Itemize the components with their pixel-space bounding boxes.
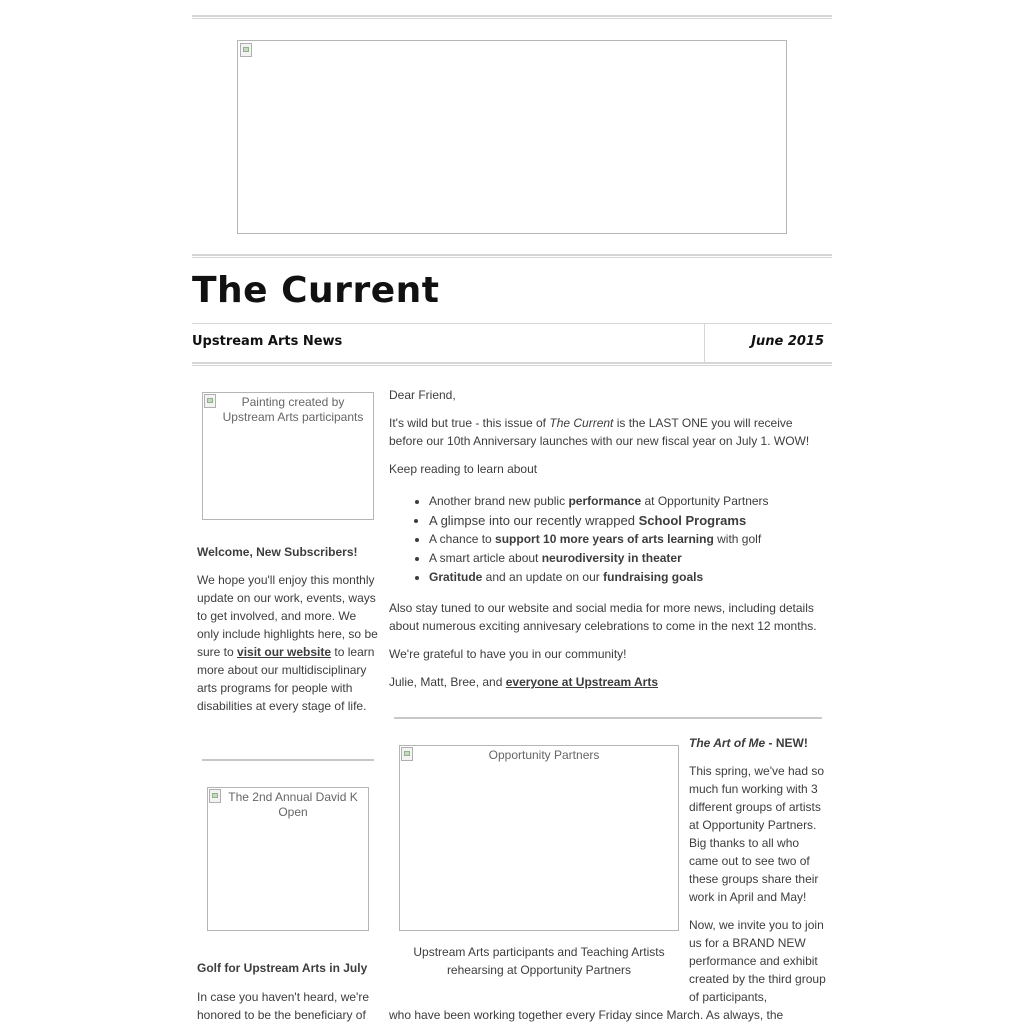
list-text: at Opportunity Partners [641,494,769,508]
signoff [389,673,829,691]
article-heading-italic: The Art of Me [689,736,766,750]
grateful-paragraph: We're grateful to have you in our community! [389,647,627,661]
intro-text: It's wild but true - this issue of [389,416,550,430]
painting-image [202,392,374,520]
intro-text: is the LAST ONE you will receive before our 10th Anniversary launches with our new fiscal year on July 1. WOW! [389,416,810,448]
article-paragraph-1: This spring, we've had so much fun working with 3 different groups of artists at Opportunity Partners. Big thanks to all who came out to see two of these groups share their work in April and May! [689,764,825,904]
opportunity-partners-image [399,745,679,931]
subtitle-bar [192,324,832,362]
list-bold: fundraising goals [603,570,704,584]
list-bold: support 10 more years of arts learning [495,532,714,546]
golf-image-alt: The 2nd Annual David K Open [228,790,358,819]
list-text: Another brand new public [429,494,569,508]
greeting: Dear Friend, [389,388,456,402]
issue-date: June 2015 [751,334,824,349]
list-bold: performance [568,494,642,508]
publication-name: The Current [549,416,614,430]
welcome-text-part: We hope you'll enjoy this monthly update on our work, events, ways to get involved, and more. We only include highlights here, so be sure to [197,573,378,659]
golf-image [207,787,369,931]
list-item [429,511,829,530]
list-bold: Gratitude [429,570,483,584]
broken-image-icon [209,789,221,803]
image-caption: Upstream Arts participants and Teaching Artists rehearsing at Opportunity Partners [413,945,665,977]
list-item [429,492,829,511]
list-text: and an update on our [482,570,604,584]
article-heading-rest: - NEW! [765,736,808,750]
sidebar-divider [202,759,374,761]
welcome-text-part: to learn more about our multidisciplinary arts programs for people with disabilities at every stage of life. [197,645,375,713]
header-image [237,40,787,234]
stay-tuned-paragraph: Also stay tuned to our website and social media for more news, including details about numerous exciting annivesary celebrations to come in the next 12 months. [389,601,817,633]
list-text: A glimpse into our recently wrapped [429,513,639,528]
list-bold: neurodiversity in theater [541,551,682,565]
intro-paragraph [389,414,829,450]
list-text: with golf [713,532,762,546]
article-paragraph-2: Now, we invite you to join us for a BRAND NEW performance and exhibit created by the third group of participants, [689,918,826,1004]
broken-image-icon [401,747,413,761]
top-divider [192,15,832,19]
broken-image-icon [240,43,252,57]
newsletter-subtitle: Upstream Arts News [192,334,343,349]
keep-reading: Keep reading to learn about [389,462,538,476]
list-text: A smart article about [429,551,542,565]
opportunity-partners-image-alt: Opportunity Partners [488,748,600,762]
list-text: A chance to [429,532,496,546]
visit-website-link[interactable]: visit our website [237,645,332,659]
newsletter-title: The Current [192,270,440,311]
painting-image-alt: Painting created by Upstream Arts participants [222,395,364,424]
list-bold: School Programs [638,513,747,528]
highlights-list [389,492,829,587]
list-item [429,530,829,549]
list-item [429,549,829,568]
subbar-divider [704,324,705,362]
golf-heading: Golf for Upstream Arts in July [197,961,368,975]
signoff-text: Julie, Matt, Bree, and [389,675,506,689]
golf-text: In case you haven't heard, we're honored to be the beneficiary of [197,990,370,1022]
list-item [429,568,829,587]
broken-image-icon [204,394,216,408]
welcome-heading: Welcome, New Subscribers! [197,545,358,559]
main-divider [394,717,822,719]
subbar-bottom-rule [192,362,832,366]
article-heading [689,734,829,752]
header-divider [192,254,832,258]
upstream-arts-link[interactable]: everyone at Upstream Arts [505,675,659,689]
article-paragraph-3: who have been working together every Friday since March. As always, the [389,1008,784,1022]
welcome-text [197,571,381,715]
